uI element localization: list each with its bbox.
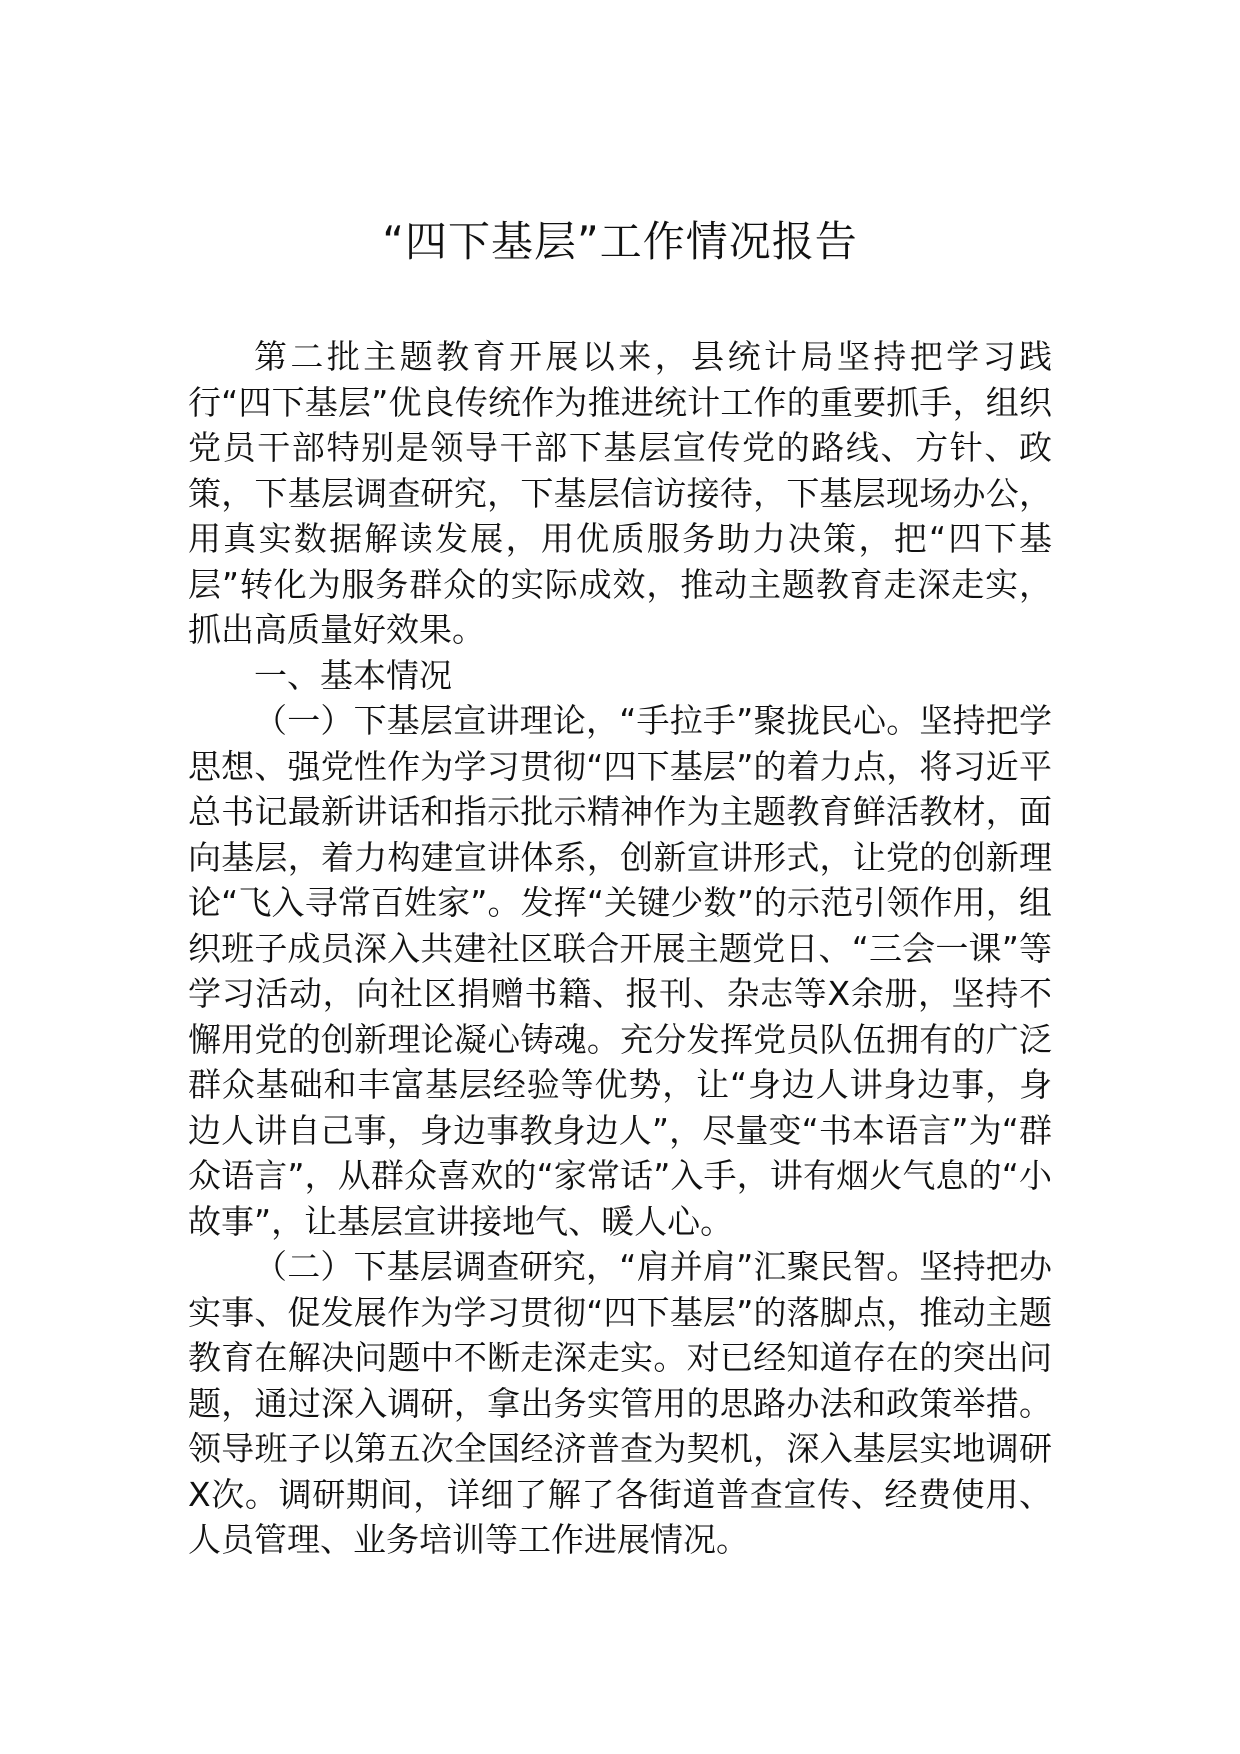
document-title: “四下基层”工作情况报告 <box>382 217 858 266</box>
paragraph-intro: 第二批主题教育开展以来，县统计局坚持把学习践行“四下基层”优良传统作为推进统计工作的重要抓手，组织党员干部特别是领导干部下基层宣传党的路线、方针、政策，下基层调查研究，下基层信访接待，下基层现场办公，用真实数据解读发展，用优质服务助力决策，把“四下基层”转化为服务群众的实际成效，推动主题教育走深走实，抓出高质量好效果。 <box>188 337 1052 649</box>
paragraph-theory-preaching: （一）下基层宣讲理论，“手拉手”聚拢民心。坚持把学思想、强党性作为学习贯彻“四下基层”的着力点，将习近平总书记最新讲话和指示批示精神作为主题教育鲜活教材，面向基层，着力构建宣讲体系，创新宣讲形式，让党的创新理论“飞入寻常百姓家”。发挥“关键少数”的示范引领作用，组织班子成员深入共建社区联合开展主题党日、“三会一课”等学习活动，向社区捐赠书籍、报刊、杂志等X余册，坚持不懈用党的创新理论凝心铸魂。充分发挥党员队伍拥有的广泛群众基础和丰富基层经验等优势，让“身边人讲身边事，身边人讲自己事，身边事教身边人”，尽量变“书本语言”为“群众语言”，从群众喜欢的“家常话”入手，讲有烟火气息的“小故事”，让基层宣讲接地气、暖人心。 <box>188 701 1052 1241</box>
paragraph-investigation-research: （二）下基层调查研究，“肩并肩”汇聚民智。坚持把办实事、促发展作为学习贯彻“四下基层”的落脚点，推动主题教育在解决问题中不断走深走实。对已经知道存在的突出问题，通过深入调研，拿出务实管用的思路办法和政策举措。领导班子以第五次全国经济普查为契机，深入基层实地调研X次。调研期间，详细了解了各街道普查宣传、经费使用、人员管理、业务培训等工作进展情况。 <box>188 1247 1052 1559</box>
section-heading-basic-situation: 一、基本情况 <box>254 655 452 695</box>
document-body <box>188 334 1052 1563</box>
